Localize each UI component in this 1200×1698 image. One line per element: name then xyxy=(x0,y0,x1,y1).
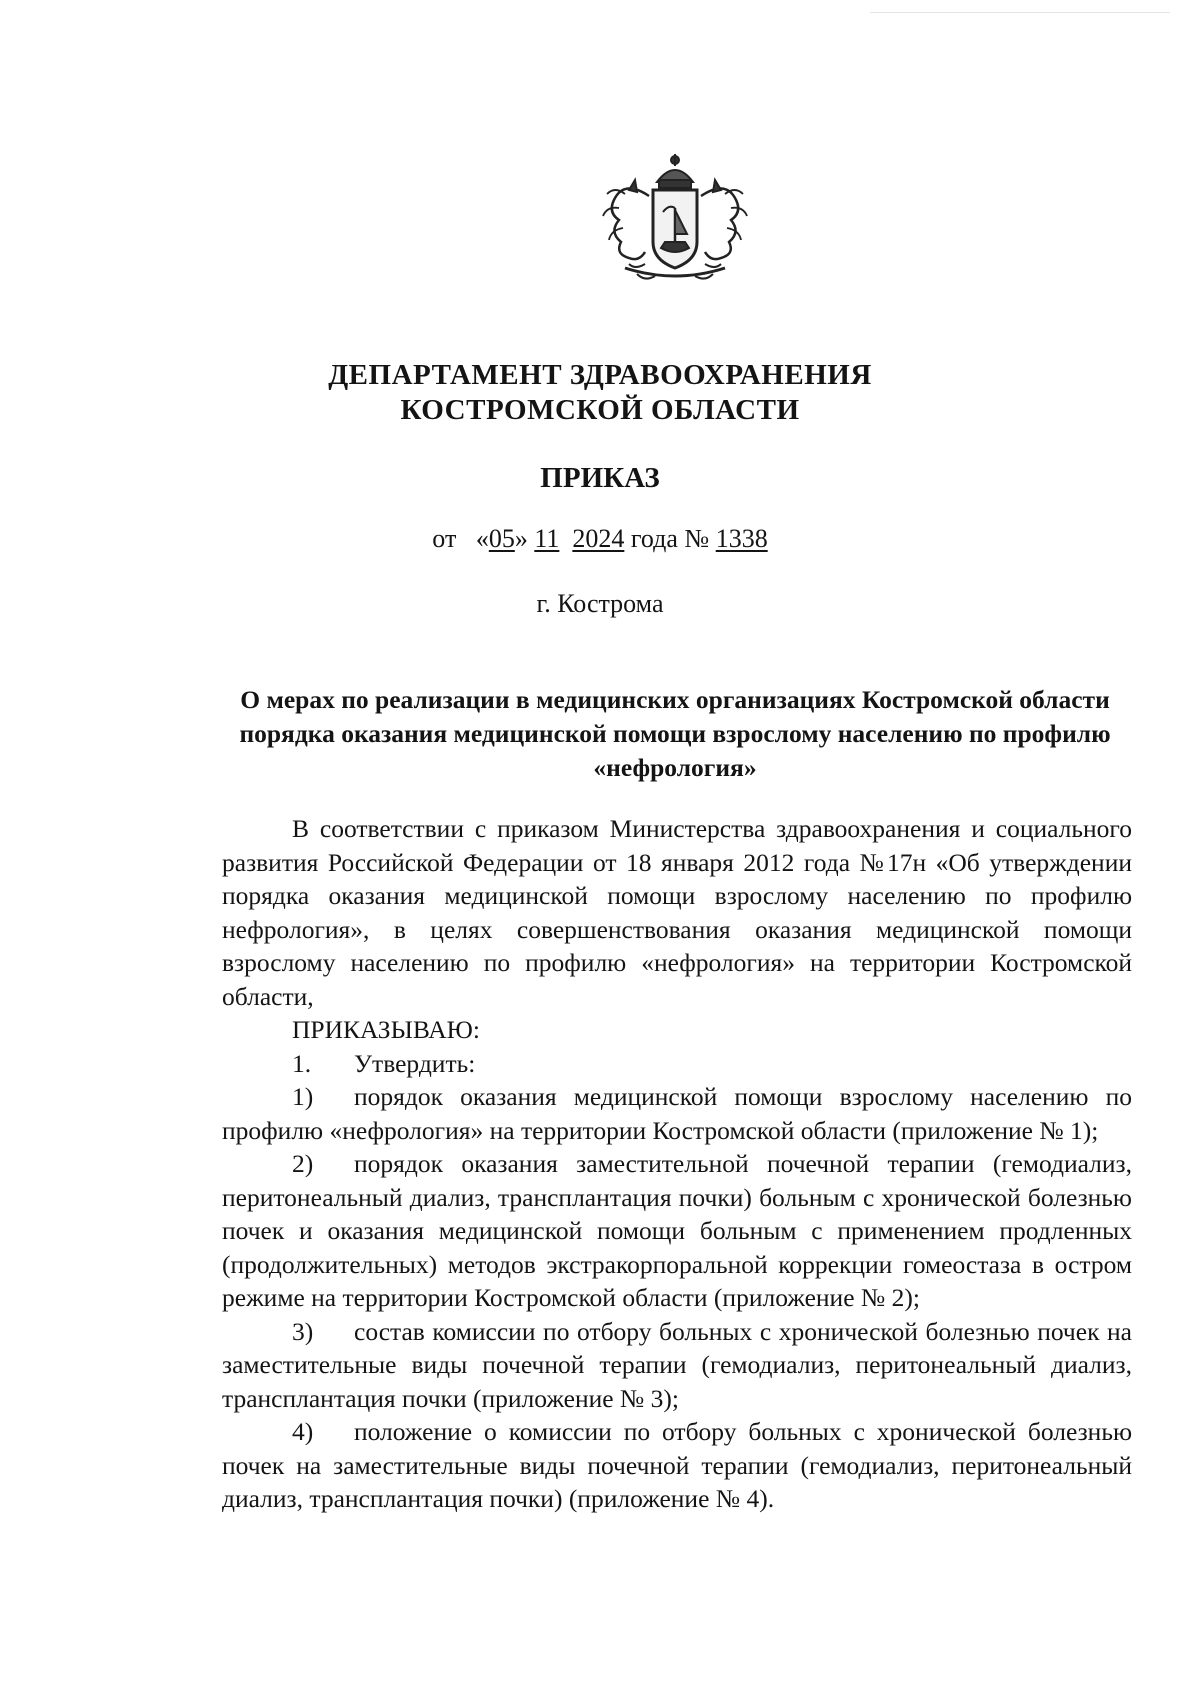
department-line-1: ДЕПАРТАМЕНТ ЗДРАВООХРАНЕНИЯ xyxy=(328,359,872,391)
city-line: г. Кострома xyxy=(536,589,664,618)
order-word: ПРИКАЗЫВАЮ: xyxy=(292,1015,480,1044)
order-year: 2024 xyxy=(572,524,625,553)
subitem-2 xyxy=(222,1147,1132,1315)
order-prefix: от xyxy=(432,524,457,553)
order-close-quote: » xyxy=(514,524,528,553)
item-1-text: Утвердить: xyxy=(354,1048,476,1078)
item-1-number: 1. xyxy=(292,1048,312,1078)
subitem-3-number: 3) xyxy=(292,1316,314,1346)
order-subject: О мерах по реализации в медицинских организациях Костромской области порядка оказания медицинской помощи взрослому населению по профилю «нефрология» xyxy=(239,685,1111,782)
subitem-1-text: порядок оказания медицинской помощи взрослому населению по профилю «нефрология» на территории Костромской области (приложение № 1); xyxy=(222,1082,1132,1145)
subitem-3-text: состав комиссии по отбору больных с хронической болезнью почек на заместительные виды почечной терапии (гемодиализ, перитонеальный диализ, трансплантация почки (приложение № 3); xyxy=(222,1316,1132,1413)
order-number: 1338 xyxy=(715,524,768,553)
subitem-2-number: 2) xyxy=(292,1149,314,1178)
department-name xyxy=(0,358,1200,428)
subitem-2-text: порядок оказания заместительной почечной терапии (гемодиализ, перитонеальный диализ, трансплантация почки) больным с хронической болезнью почек и оказания медицинской помощи больным с применением продленных (продолжительных) методов экстракорпоральной коррекции гомеостаза в остром режиме на территории Костромской области (приложение № 2); xyxy=(222,1149,1132,1312)
subitem-4 xyxy=(222,1415,1132,1516)
order-month: 11 xyxy=(534,524,560,553)
subitem-1-number: 1) xyxy=(292,1082,314,1111)
subitem-3 xyxy=(222,1315,1132,1416)
order-body xyxy=(222,812,1132,1516)
order-date-number xyxy=(0,522,1200,556)
subitem-4-text: положение о комиссии по отбору больных с хронической болезнью почек на заместительные виды почечной терапии (гемодиализ, перитонеальный диализ, трансплантация почки) (приложение № 4). xyxy=(222,1417,1132,1513)
item-1 xyxy=(222,1047,1132,1081)
scan-artifact-line xyxy=(870,12,1170,13)
coat-of-arms-icon xyxy=(585,150,765,290)
order-year-suffix: года № xyxy=(630,524,710,553)
department-line-2: КОСТРОМСКОЙ ОБЛАСТИ xyxy=(400,394,800,426)
subitem-1 xyxy=(222,1080,1132,1147)
preamble-paragraph: В соответствии с приказом Министерства здравоохранения и социального развития Российской Федерации от 18 января 2012 года №17н «Об утверждении порядка оказания медицинской помощи взрослому населению по профилю нефрология», в целях совершенствования оказания медицинской помощи взрослому населению по профилю «нефрология» на территории Костромской области, xyxy=(222,814,1132,1011)
order-open-quote: « xyxy=(475,524,489,553)
order-day: 05 xyxy=(488,524,515,553)
subitem-4-number: 4) xyxy=(292,1417,314,1446)
document-type: ПРИКАЗ xyxy=(540,462,660,494)
